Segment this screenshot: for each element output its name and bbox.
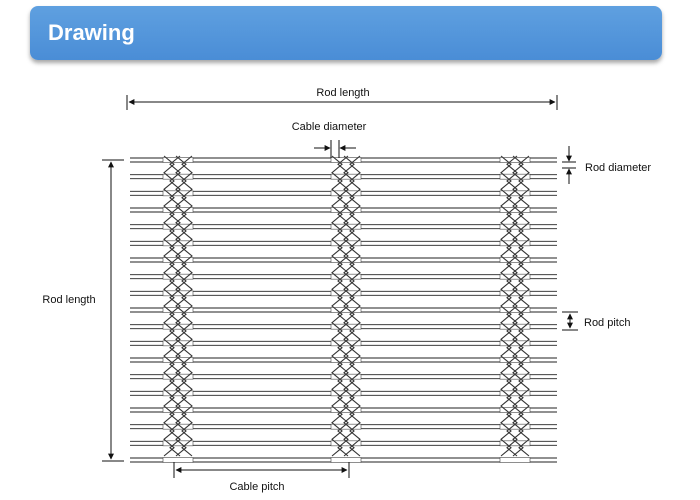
- rod-length-top-dimension: [127, 87, 557, 110]
- cable: [500, 156, 530, 464]
- cable-diameter-dimension: [292, 121, 367, 158]
- rod-length-left-label: Rod length: [42, 294, 96, 306]
- cable: [163, 156, 193, 464]
- cable-pitch-dimension: [174, 462, 349, 493]
- cable-pitch-label: Cable pitch: [229, 481, 285, 493]
- cable-diameter-label: Cable diameter: [291, 121, 367, 133]
- rod-pitch-dimension: [562, 312, 630, 330]
- rod-length-left-dimension: [42, 160, 124, 461]
- section-title: Drawing: [48, 20, 135, 45]
- rod-diameter-label: Rod diameter: [585, 162, 652, 174]
- rod-diameter-dimension: [562, 146, 651, 184]
- rod-length-top-label: Rod length: [316, 87, 370, 99]
- cable: [331, 156, 361, 464]
- mesh-cables: [163, 156, 530, 464]
- rod-pitch-label: Rod pitch: [584, 317, 631, 329]
